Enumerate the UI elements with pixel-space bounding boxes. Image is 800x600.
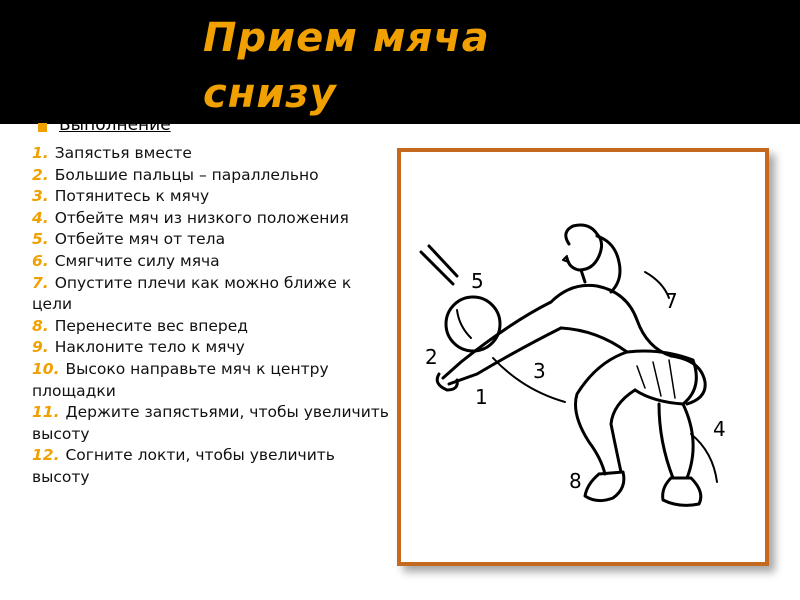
front-shin xyxy=(611,390,635,472)
steps-list xyxy=(32,143,392,489)
figure-label: 1 xyxy=(475,385,488,409)
front-shoe xyxy=(585,472,624,501)
shorts-shading xyxy=(637,360,675,398)
back-shoe xyxy=(663,478,701,505)
torso-back xyxy=(551,285,705,404)
torso-front xyxy=(561,328,627,352)
front-thigh xyxy=(576,352,628,474)
bullet-square-icon xyxy=(38,123,47,132)
slide-title: Прием мяча снизу xyxy=(203,15,490,117)
step-item: 7. Опустите плечи как можно ближе к цели xyxy=(32,273,352,314)
step-item: 4. Отбейте мяч из низкого положения xyxy=(32,208,349,227)
step-item: 9. Наклоните тело к мячу xyxy=(32,338,245,357)
slide-subtitle: Выполнение xyxy=(59,115,171,135)
ball xyxy=(446,297,500,351)
ball-highlight xyxy=(457,310,471,338)
figure-label: 8 xyxy=(569,469,582,493)
step-item: 8. Перенесите вес вперед xyxy=(32,316,249,335)
figure-label: 7 xyxy=(665,289,678,313)
motion-line xyxy=(429,246,457,276)
figure-label: 5 xyxy=(471,269,484,293)
figure-label: 4 xyxy=(713,417,726,441)
motion-arc xyxy=(493,358,565,402)
volleyball-player-illustration xyxy=(401,152,765,562)
step-item: 6. Смягчите силу мяча xyxy=(32,251,220,270)
neck xyxy=(581,270,585,282)
step-item: 12. Согните локти, чтобы увеличить высоту xyxy=(32,446,335,486)
step-item: 1. Запястья вместе xyxy=(32,144,192,162)
step-item: 3. Потянитесь к мячу xyxy=(32,187,210,206)
figure-label: 2 xyxy=(425,345,438,369)
motion-arc xyxy=(691,434,717,482)
subtitle-row xyxy=(38,112,171,136)
step-item: 10. Высоко направьте мяч к центру площадки xyxy=(32,359,329,400)
figure-label: 3 xyxy=(533,359,546,383)
illustration-frame xyxy=(397,148,769,566)
step-item: 5. Отбейте мяч от тела xyxy=(32,230,226,249)
step-item: 2. Большие пальцы – параллельно xyxy=(32,165,319,184)
back-calf xyxy=(659,404,673,478)
step-item: 11. Держите запястьями, чтобы увеличить высоту xyxy=(32,403,389,443)
head xyxy=(566,225,602,270)
back-shin xyxy=(683,404,693,478)
